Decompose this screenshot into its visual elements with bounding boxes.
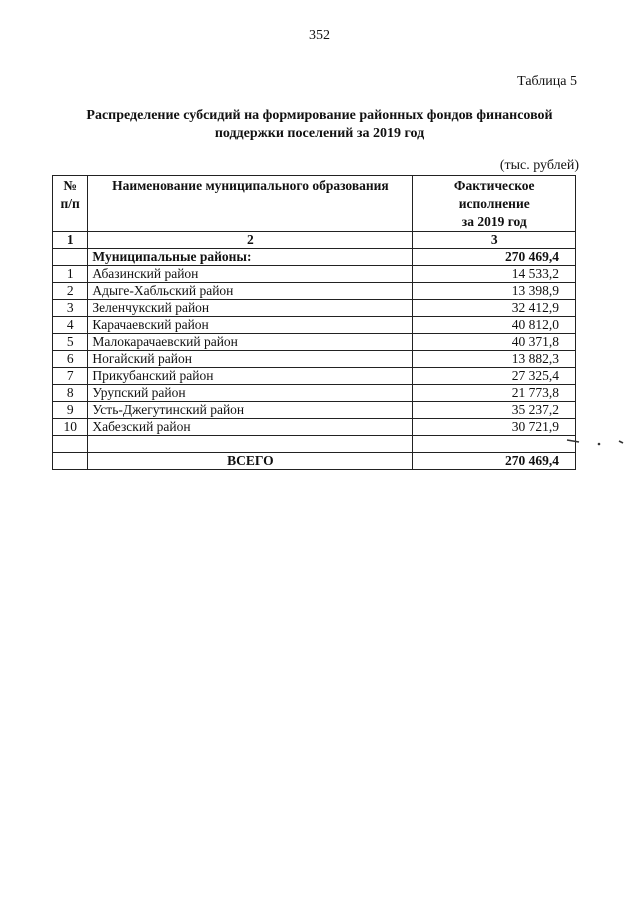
total-label: ВСЕГО <box>88 453 413 470</box>
header-value-line-3: за 2019 год <box>461 214 527 229</box>
scan-mark <box>565 432 625 452</box>
subtotal-number-cell <box>53 249 88 266</box>
table-row <box>53 266 576 283</box>
column-number-3: 3 <box>413 232 576 249</box>
row-name: Прикубанский район <box>88 368 413 385</box>
total-row <box>53 453 576 470</box>
row-value: 35 237,2 <box>413 402 576 419</box>
row-number: 1 <box>53 266 88 283</box>
row-name: Адыге-Хабльский район <box>88 283 413 300</box>
title-line-2: поддержки поселений за 2019 год <box>214 126 425 141</box>
row-name: Малокарачаевский район <box>88 334 413 351</box>
table-row <box>53 283 576 300</box>
row-number: 8 <box>53 385 88 402</box>
row-name: Хабезский район <box>88 419 413 436</box>
header-name: Наименование муниципального образования <box>88 176 413 232</box>
row-value: 27 325,4 <box>413 368 576 385</box>
page-number: 352 <box>309 28 330 43</box>
column-number-2: 2 <box>88 232 413 249</box>
row-value: 14 533,2 <box>413 266 576 283</box>
units-note: (тыс. рублей) <box>499 158 579 173</box>
row-number: 5 <box>53 334 88 351</box>
header-value-line-2: исполнение <box>458 196 530 211</box>
table-row <box>53 368 576 385</box>
row-number: 3 <box>53 300 88 317</box>
header-value-line-1: Фактическое <box>453 178 535 193</box>
row-value: 32 412,9 <box>413 300 576 317</box>
table-row <box>53 402 576 419</box>
empty-cell <box>88 436 413 453</box>
row-value: 30 721,9 <box>413 419 576 436</box>
row-name: Карачаевский район <box>88 317 413 334</box>
row-value: 40 371,8 <box>413 334 576 351</box>
column-number-row <box>53 232 576 249</box>
row-value: 21 773,8 <box>413 385 576 402</box>
row-value: 13 398,9 <box>413 283 576 300</box>
row-value: 40 812,0 <box>413 317 576 334</box>
column-number-1: 1 <box>53 232 88 249</box>
table-row <box>53 351 576 368</box>
table-header-row <box>53 176 576 232</box>
subtotal-value: 270 469,4 <box>413 249 576 266</box>
row-name: Ногайский район <box>88 351 413 368</box>
total-number-cell <box>53 453 88 470</box>
row-number: 2 <box>53 283 88 300</box>
row-name: Урупский район <box>88 385 413 402</box>
table-row <box>53 385 576 402</box>
row-name: Усть-Джегутинский район <box>88 402 413 419</box>
row-value: 13 882,3 <box>413 351 576 368</box>
header-number-line-2: п/п <box>60 196 80 211</box>
table-label: Таблица 5 <box>517 74 577 89</box>
row-name: Абазинский район <box>88 266 413 283</box>
title-line-1: Распределение субсидий на формирование районных фондов финансовой <box>86 108 553 123</box>
table-row <box>53 317 576 334</box>
header-number-line-1: № <box>63 178 77 193</box>
table-row <box>53 334 576 351</box>
document-title <box>40 107 599 143</box>
empty-row <box>53 436 576 453</box>
subtotal-label: Муниципальные районы: <box>88 249 413 266</box>
row-number: 4 <box>53 317 88 334</box>
row-number: 10 <box>53 419 88 436</box>
subsidy-table <box>52 175 576 470</box>
total-value: 270 469,4 <box>413 453 576 470</box>
row-number: 9 <box>53 402 88 419</box>
empty-cell <box>413 436 576 453</box>
table-row <box>53 419 576 436</box>
row-name: Зеленчукский район <box>88 300 413 317</box>
row-number: 7 <box>53 368 88 385</box>
header-number <box>53 176 88 232</box>
header-value <box>413 176 576 232</box>
subtotal-row <box>53 249 576 266</box>
table-row <box>53 300 576 317</box>
empty-cell <box>53 436 88 453</box>
row-number: 6 <box>53 351 88 368</box>
